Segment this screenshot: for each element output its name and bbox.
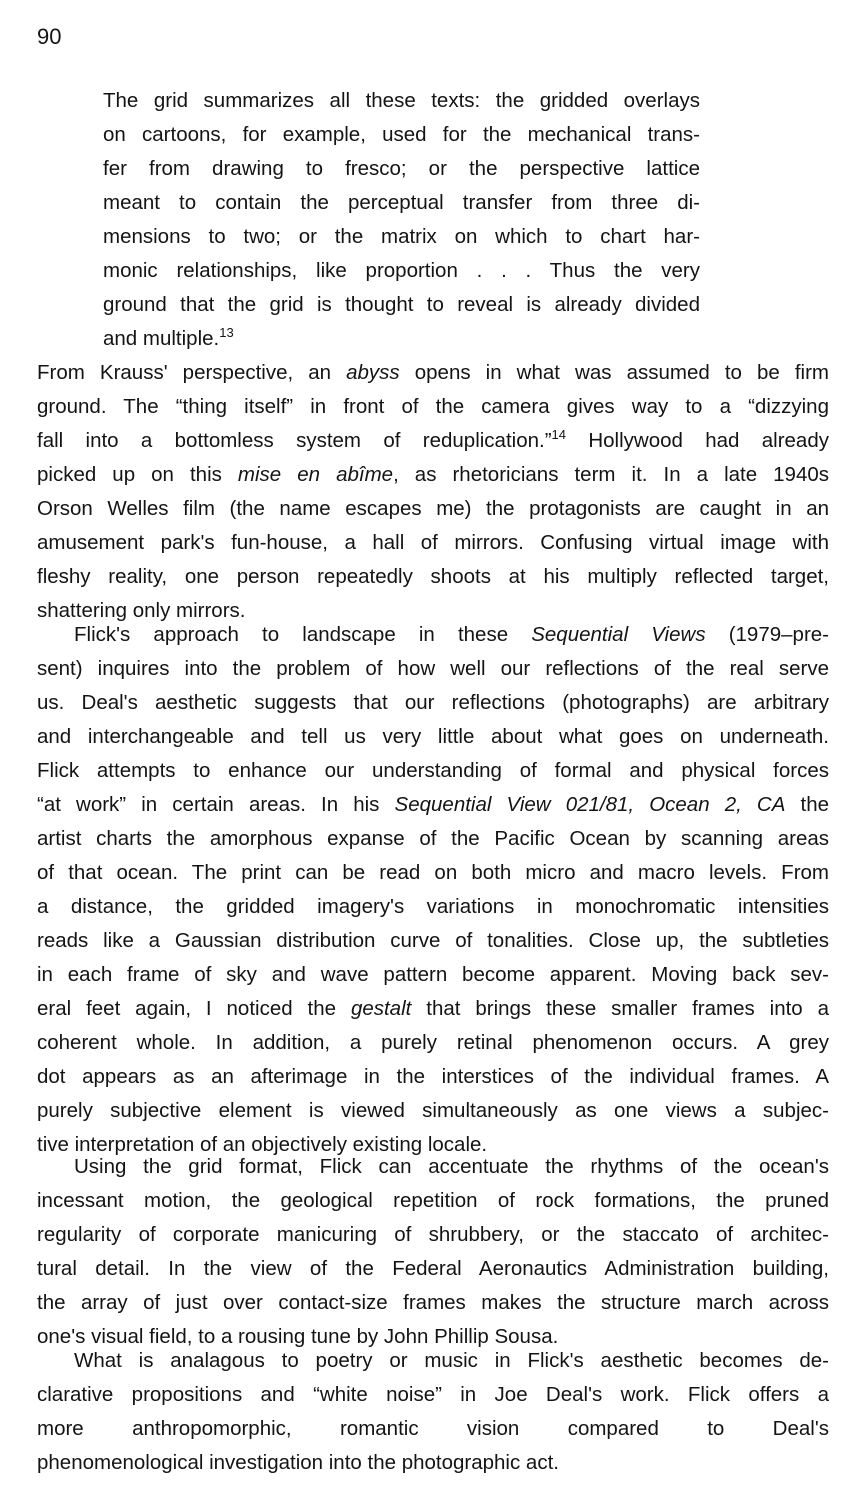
text-run: eral feet again, I noticed the [37, 997, 351, 1020]
text-line: dot appears as an afterimage in the interstices of the individual frames. A [37, 1065, 829, 1088]
text-line [37, 458, 829, 492]
text-line: sent) inquires into the problem of how well our reflections of the real serve [37, 657, 829, 680]
text-line: regularity of corporate manicuring of shrubbery, or the staccato of architec- [37, 1223, 829, 1246]
text-line: coherent whole. In addition, a purely retinal phenomenon occurs. A grey [37, 1031, 829, 1054]
quote-line: ground that the grid is thought to reveal is already divided [103, 293, 700, 316]
text-run: picked up on this [37, 463, 238, 486]
text-line: amusement park's fun-house, a hall of mirrors. Confusing virtual image with [37, 531, 829, 554]
footnote-ref-14: 14 [551, 427, 566, 443]
text-line: a distance, the gridded imagery's variations in monochromatic intensities [37, 895, 829, 918]
text-line: clarative propositions and “white noise” in Joe Deal's work. Flick offers a [37, 1383, 829, 1406]
text-line: the array of just over contact-size frames makes the structure march across [37, 1291, 829, 1314]
text-line: artist charts the amorphous expanse of the Pacific Ocean by scanning areas [37, 827, 829, 850]
paragraph-krauss [37, 356, 829, 628]
text-line: What is analagous to poetry or music in Flick's aesthetic becomes de- [74, 1349, 829, 1372]
text-line: tive interpretation of an objectively existing locale. [37, 1133, 488, 1156]
text-line: of that ocean. The print can be read on both micro and macro levels. From [37, 861, 829, 884]
paragraph-conclusion [37, 1344, 829, 1480]
text-line: phenomenological investigation into the photographic act. [37, 1451, 559, 1474]
text-run: Flick's approach to landscape in these [74, 623, 532, 646]
page-number: 90 [37, 24, 62, 49]
text-line: fleshy reality, one person repeatedly shoots at his multiply reflected target, [37, 565, 829, 588]
text-line: incessant motion, the geological repetition of rock formations, the pruned [37, 1189, 829, 1212]
italic-term-gestalt: gestalt [350, 997, 412, 1020]
text-line: shattering only mirrors. [37, 599, 246, 622]
text-line: Using the grid format, Flick can accentuate the rhythms of the ocean's [74, 1155, 829, 1178]
text-run: Hollywood had already [566, 429, 829, 452]
quote-line: fer from drawing to fresco; or the perspective lattice [103, 157, 700, 180]
text-line: Flick attempts to enhance our understanding of formal and physical forces [37, 759, 829, 782]
text-line [37, 424, 829, 458]
text-run: that brings these smaller frames into a [411, 997, 829, 1020]
text-run: , as rhetoricians term it. In a late 1940s [393, 463, 830, 486]
quote-line: monic relationships, like proportion . . . Thus the very [103, 259, 700, 282]
quote-line-text: and multiple. [103, 327, 220, 350]
text-run: (1979–pre- [705, 623, 829, 646]
text-line: one's visual field, to a rousing tune by John Phillip Sousa. [37, 1325, 559, 1348]
footnote-ref-13: 13 [219, 325, 234, 341]
text-run: From Krauss' perspective, an [37, 361, 347, 384]
text-line [37, 992, 829, 1026]
text-line: us. Deal's aesthetic suggests that our reflections (photographs) are arbitrary [37, 691, 829, 714]
quote-line: on cartoons, for example, used for the mechanical trans- [103, 123, 700, 146]
paragraph-grid-format [37, 1150, 829, 1354]
text-line: tural detail. In the view of the Federal Aeronautics Administration building, [37, 1257, 829, 1280]
text-line [37, 618, 829, 652]
paragraph-sequential-views [37, 618, 829, 1162]
quote-line [103, 322, 700, 356]
italic-title-ocean-2: Sequential View 021/81, Ocean 2, CA [394, 793, 786, 816]
block-quote [103, 84, 700, 356]
text-run: “at work” in certain areas. In his [37, 793, 395, 816]
text-run: fall into a bottomless system of reduplication.” [37, 429, 552, 452]
text-run: the [785, 793, 830, 816]
text-line: purely subjective element is viewed simultaneously as one views a subjec- [37, 1099, 829, 1122]
text-line [37, 356, 829, 390]
text-line: and interchangeable and tell us very little about what goes on underneath. [37, 725, 829, 748]
text-line: ground. The “thing itself” in front of the camera gives way to a “dizzying [37, 395, 829, 418]
text-line: in each frame of sky and wave pattern become apparent. Moving back sev- [37, 963, 829, 986]
text-line: more anthropomorphic, romantic vision compared to Deal's [37, 1417, 829, 1440]
text-line [37, 788, 829, 822]
quote-line: mensions to two; or the matrix on which to chart har- [103, 225, 700, 248]
quote-line: meant to contain the perceptual transfer from three di- [103, 191, 700, 214]
text-line: Orson Welles film (the name escapes me) the protagonists are caught in an [37, 497, 829, 520]
text-line: reads like a Gaussian distribution curve of tonalities. Close up, the subtleties [37, 929, 829, 952]
italic-title-sequential-views: Sequential Views [531, 623, 706, 646]
italic-term-mise-en-abime: mise en abîme [237, 463, 394, 486]
text-run: opens in what was assumed to be firm [399, 361, 829, 384]
italic-term-abyss: abyss [346, 361, 400, 384]
quote-line: The grid summarizes all these texts: the gridded overlays [103, 89, 700, 112]
